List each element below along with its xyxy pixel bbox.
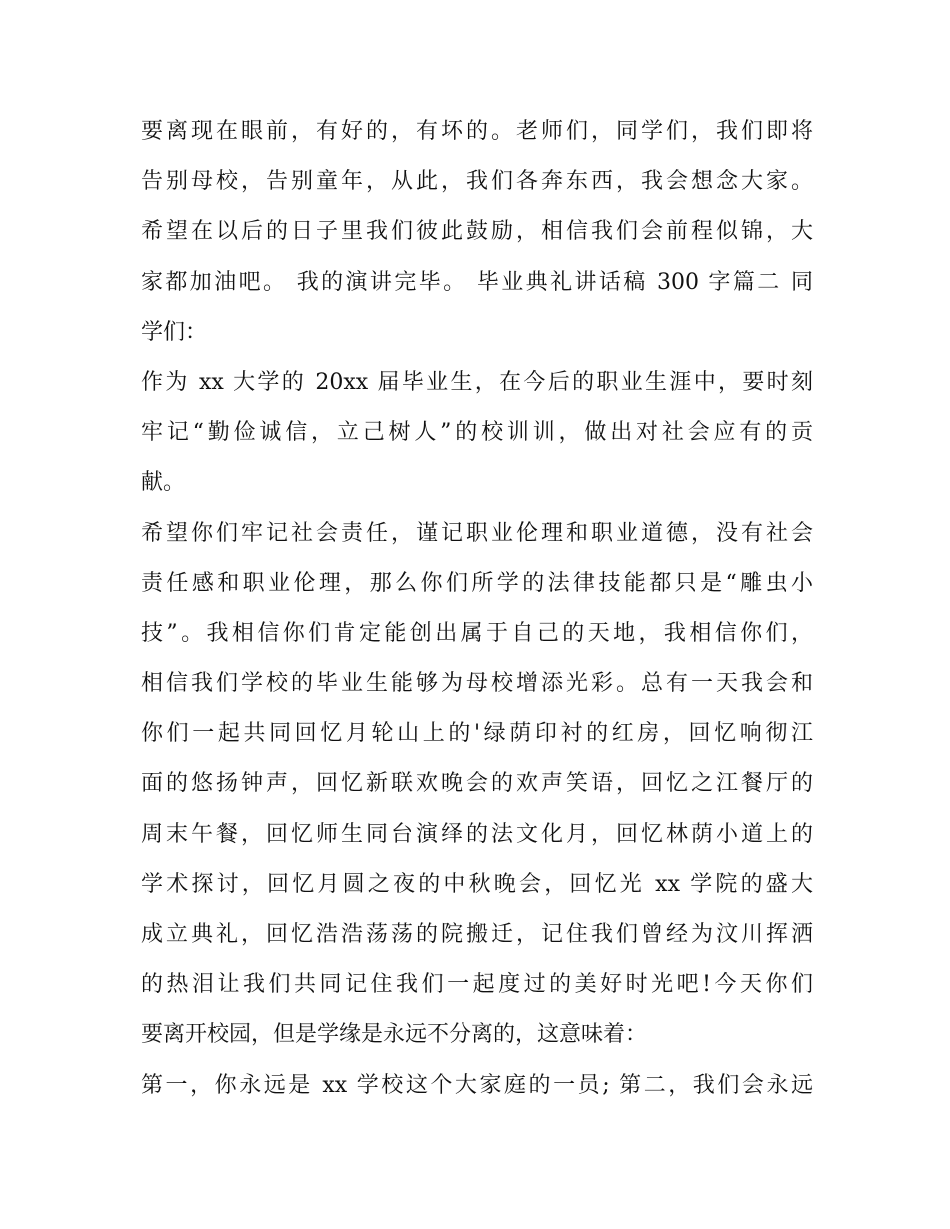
text-line: 周末午餐，回忆师生同台演绎的法文化月，回忆林荫小道上的 [141, 821, 813, 847]
text-line: 面的悠扬钟声，回忆新联欢晚会的欢声笑语，回忆之江餐厅的 [141, 771, 813, 797]
text-line: 献。 [141, 470, 186, 496]
text-line: 成立典礼，回忆浩浩荡荡的院搬迁，记住我们曾经为汶川挥洒 [141, 922, 813, 947]
text-line: 牢记“勤俭诚信，立己树人”的校训训，做出对社会应有的贡 [141, 420, 813, 446]
text-line: 告别母校，告别童年，从此，我们各奔东西，我会想念大家。 [141, 169, 813, 195]
text-line: 学术探讨，回忆月圆之夜的中秋晚会，回忆光 xx 学院的盛大 [141, 871, 813, 897]
text-line: 技”。我相信你们肯定能创出属于自己的天地，我相信你们， [141, 620, 813, 646]
text-line: 要离开校园，但是学缘是永远不分离的，这意味着： [141, 1022, 648, 1048]
text-line: 学们： [141, 319, 208, 345]
document-body [141, 107, 813, 1111]
text-line: 责任感和职业伦理，那么你们所学的法律技能都只是“雕虫小 [141, 570, 813, 596]
text-line: 希望在以后的日子里我们彼此鼓励，相信我们会前程似锦，大 [141, 219, 813, 245]
text-line: 要离现在眼前，有好的，有坏的。老师们，同学们，我们即将 [141, 119, 813, 144]
text-line: 的热泪让我们共同记住我们一起度过的美好时光吧!今天你们 [141, 972, 813, 998]
text-line: 相信我们学校的毕业生能够为母校增添光彩。总有一天我会和 [141, 671, 813, 697]
text-line: 作为 xx 大学的 20xx 届毕业生，在今后的职业生涯中，要时刻 [141, 369, 813, 395]
text-line: 你们一起共同回忆月轮山上的'绿荫印衬的红房，回忆响彻江 [141, 721, 813, 747]
text-line: 第一，你永远是 xx 学校这个大家庭的一员; 第二，我们会永远 [141, 1072, 813, 1098]
text-line: 家都加油吧。 我的演讲完毕。 毕业典礼讲话稿 300 字篇二 同 [141, 269, 813, 295]
text-line: 希望你们牢记社会责任，谨记职业伦理和职业道德，没有社会 [141, 520, 813, 546]
